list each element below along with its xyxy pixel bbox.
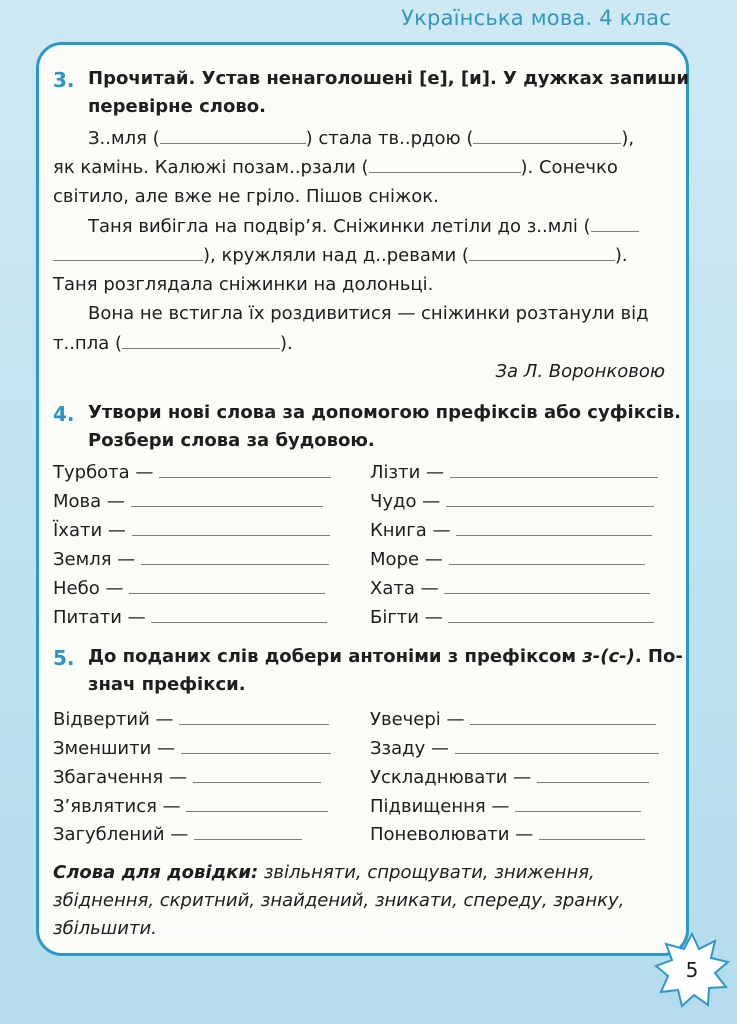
ex5-prefix: з-(с-) — [582, 646, 635, 667]
exercise-4-title-line1: Утвори нові слова за допомогою префіксів або суфіксів. — [88, 402, 682, 423]
ex3-line5 — [53, 245, 628, 266]
exercise-4-title-line2: Розбери слова за будовою. — [88, 430, 375, 451]
exercise-3-title-line2: перевірне слово. — [88, 96, 266, 117]
ex5-left-row — [53, 767, 321, 788]
ex5-left-row — [53, 709, 329, 730]
word: Підвищення — — [370, 796, 510, 817]
answer-blank[interactable] — [539, 825, 645, 840]
answer-blank[interactable] — [469, 246, 615, 261]
answer-blank[interactable] — [369, 158, 521, 173]
answer-blank[interactable] — [591, 217, 639, 232]
answer-blank[interactable] — [186, 797, 328, 812]
answer-blank[interactable] — [449, 550, 645, 565]
ex3-text: як камінь. Калюжі позам..рзали ( — [53, 157, 369, 178]
ex3-line8 — [53, 333, 293, 354]
dotted-divider — [91, 927, 626, 931]
ex3-line6: Таня розглядала сніжинки на долоньці. — [53, 274, 434, 295]
answer-blank[interactable] — [129, 579, 325, 594]
word: Турбота — — [53, 462, 154, 483]
ex3-line7: Вона не встигла їх роздивитися — сніжинки розтанули від — [88, 303, 649, 324]
ex5-title-text: . По- — [634, 646, 683, 667]
ex3-text: ). — [614, 245, 628, 266]
answer-blank[interactable] — [194, 825, 302, 840]
ex3-text: Таня вибігла на подвір’я. Сніжинки летіли до з..млі ( — [88, 216, 591, 237]
ex5-hint-line1 — [53, 862, 595, 883]
ex5-right-row — [370, 709, 656, 730]
answer-blank[interactable] — [131, 492, 323, 507]
word: Море — — [370, 549, 443, 570]
word: Ззаду — — [370, 738, 449, 759]
ex3-text: З..мля ( — [88, 128, 160, 149]
ex3-text: ). — [279, 333, 293, 354]
answer-blank[interactable] — [448, 608, 654, 623]
answer-blank[interactable] — [159, 463, 331, 478]
word: Зменшити — — [53, 738, 176, 759]
ex4-right-row — [370, 607, 654, 628]
exercise-3-number: 3. — [53, 68, 75, 92]
ex4-left-row — [53, 462, 331, 483]
answer-blank[interactable] — [473, 129, 621, 144]
word: Загублений — — [53, 824, 189, 845]
ex4-right-row — [370, 520, 652, 541]
answer-blank[interactable] — [141, 550, 329, 565]
answer-blank[interactable] — [455, 739, 659, 754]
ex3-text: ) стала тв..рдою ( — [305, 128, 474, 149]
word: Ускладнювати — — [370, 767, 532, 788]
word: Увечері — — [370, 709, 465, 730]
word: Земля — — [53, 549, 136, 570]
word: Поневолювати — — [370, 824, 534, 845]
ex5-right-row — [370, 767, 649, 788]
word: Чудо — — [370, 491, 441, 512]
exercise-5-number: 5. — [53, 646, 75, 670]
ex4-left-row — [53, 578, 325, 599]
exercise-4-number: 4. — [53, 402, 75, 426]
answer-blank[interactable] — [151, 608, 327, 623]
ex3-text: т..пла ( — [53, 333, 122, 354]
ex4-right-row — [370, 549, 645, 570]
answer-blank[interactable] — [537, 768, 649, 783]
ex5-right-row — [370, 824, 645, 845]
ex5-left-row — [53, 824, 302, 845]
answer-blank[interactable] — [470, 710, 656, 725]
exercise-3-title-line1: Прочитай. Устав ненаголошені [е], [и]. У дужках запиши — [88, 68, 689, 89]
page-header: Українська мова. 4 клас — [401, 6, 671, 30]
ex4-right-row — [370, 462, 658, 483]
hint-label: Слова для довідки: — [53, 862, 259, 883]
answer-blank[interactable] — [181, 739, 331, 754]
answer-blank[interactable] — [515, 797, 641, 812]
word: Бігти — — [370, 607, 443, 628]
answer-blank[interactable] — [160, 129, 306, 144]
ex3-line3: світило, але вже не гріло. Пішов сніжок. — [53, 186, 439, 207]
answer-blank[interactable] — [53, 246, 203, 261]
ex5-hint-line3: збільшити. — [53, 918, 157, 939]
word: Відвертий — — [53, 709, 174, 730]
answer-blank[interactable] — [450, 463, 658, 478]
ex4-left-row — [53, 520, 330, 541]
word: Мова — — [53, 491, 125, 512]
answer-blank[interactable] — [193, 768, 321, 783]
ex4-left-row — [53, 607, 327, 628]
ex3-line1 — [88, 128, 634, 149]
word: Книга — — [370, 520, 451, 541]
ex5-left-row — [53, 796, 328, 817]
answer-blank[interactable] — [446, 492, 654, 507]
word: Питати — — [53, 607, 146, 628]
word: Збагачення — — [53, 767, 187, 788]
ex5-title-text: До поданих слів добери антоніми з префіксом — [88, 646, 583, 667]
exercise-5-title-line1 — [88, 646, 683, 667]
ex5-hint-line2: збіднення, скритний, знайдений, зникати, спереду, зранку, — [53, 890, 625, 911]
page-number: 5 — [685, 958, 699, 982]
ex5-right-row — [370, 738, 659, 759]
answer-blank[interactable] — [122, 334, 280, 349]
ex4-right-row — [370, 491, 654, 512]
ex3-line4 — [88, 216, 639, 237]
word: Хата — — [370, 578, 439, 599]
word: Небо — — [53, 578, 124, 599]
word: Їхати — — [53, 520, 126, 541]
exercise-5-title-line2: знач префікси. — [88, 674, 246, 695]
ex4-left-row — [53, 549, 329, 570]
ex3-line2 — [53, 157, 618, 178]
answer-blank[interactable] — [179, 710, 329, 725]
ex4-left-row — [53, 491, 323, 512]
ex3-author: За Л. Воронковою — [495, 361, 665, 382]
word: Лізти — — [370, 462, 445, 483]
word: З’являтися — — [53, 796, 181, 817]
ex3-text: ). Сонечко — [520, 157, 618, 178]
ex3-text: ), — [621, 128, 635, 149]
hint-text: звільняти, спрощувати, зниження, — [258, 862, 595, 883]
ex3-text: ), кружляли над д..ревами ( — [203, 245, 469, 266]
answer-blank[interactable] — [132, 521, 330, 536]
ex4-right-row — [370, 578, 650, 599]
ex5-right-row — [370, 796, 641, 817]
ex5-left-row — [53, 738, 331, 759]
page-number-badge — [654, 932, 730, 1008]
answer-blank[interactable] — [456, 521, 652, 536]
answer-blank[interactable] — [444, 579, 650, 594]
